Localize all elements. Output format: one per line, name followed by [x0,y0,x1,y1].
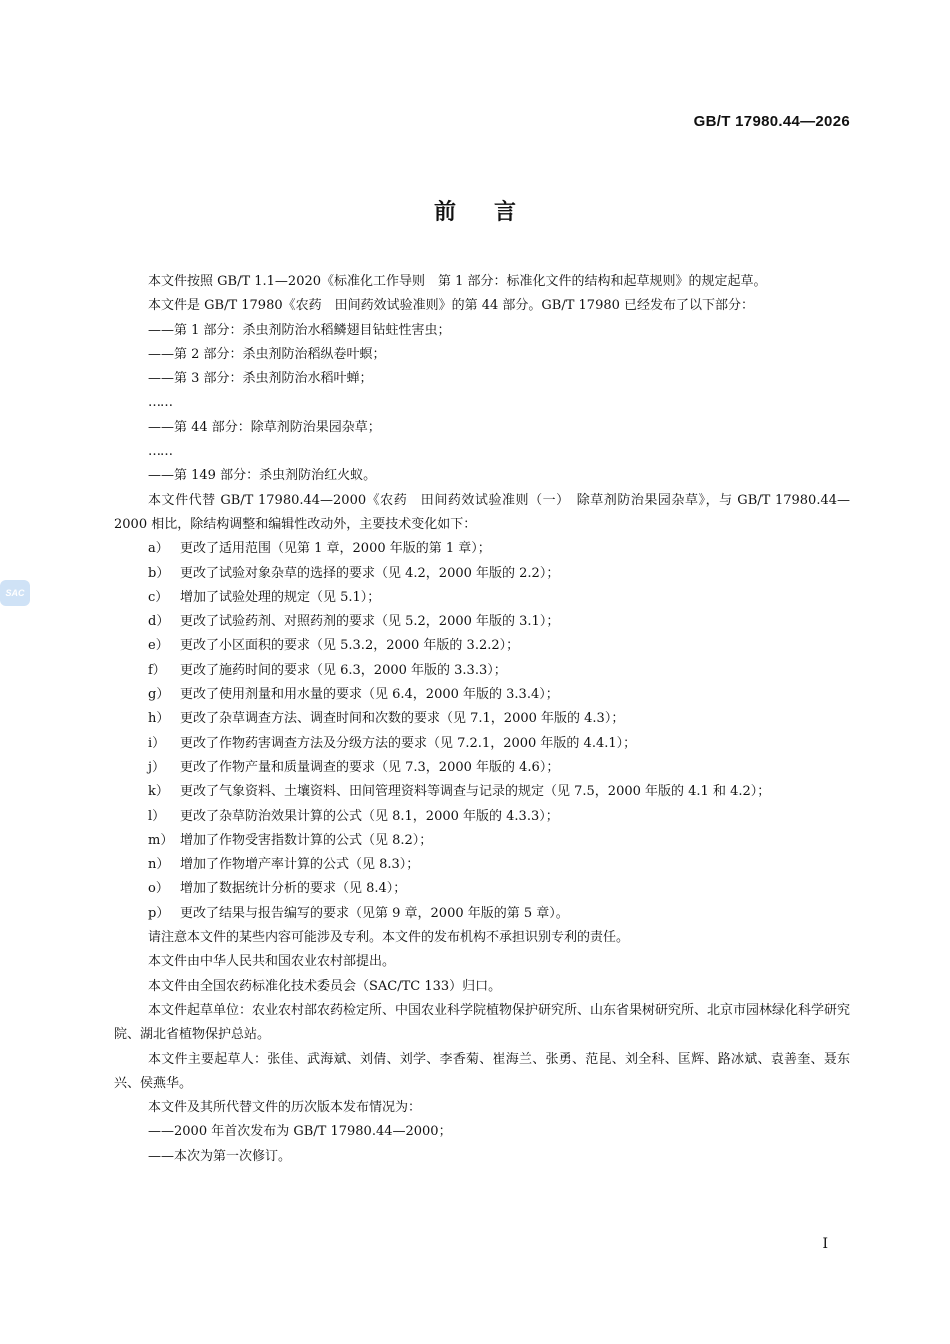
change-item [114,902,850,926]
managed-by: 本文件由全国农药标准化技术委员会（SAC/TC 133）归口。 [148,978,502,994]
change-text: 更改了气象资料、土壤资料、田间管理资料等调查与记录的规定（见 7.5，2000 年版的 4.1 和 4.2）； [180,784,771,800]
change-item [114,683,850,707]
standard-code: GB/T 17980.44—2026 [693,113,850,130]
change-marker: j） [148,759,166,775]
change-item [114,756,850,780]
change-marker: f） [148,662,166,678]
change-text: 更改了适用范围（见第 1 章，2000 年版的第 1 章）； [180,541,491,557]
change-item [114,586,850,610]
change-text: 更改了施药时间的要求（见 6.3，2000 年版的 3.3.3）； [180,662,507,678]
part-ellipsis-1: …… [148,395,172,411]
change-text: 更改了试验对象杂草的选择的要求（见 4.2，2000 年版的 2.2）； [180,565,560,581]
change-text: 增加了数据统计分析的要求（见 8.4）； [180,881,407,897]
change-item [114,659,850,683]
patent-notice: 请注意本文件的某些内容可能涉及专利。本文件的发布机构不承担识别专利的责任。 [148,930,630,946]
change-marker: o） [148,881,169,897]
change-text: 更改了结果与报告编写的要求（见第 9 章，2000 年版的第 5 章）。 [180,905,569,921]
intro-paragraph-2: 本文件是 GB/T 17980《农药 田间药效试验准则》的第 44 部分。GB/T 17980 已经发布了以下部分： [148,298,755,314]
change-item [114,707,850,731]
change-marker: c） [148,589,169,605]
change-text: 更改了试验药剂、对照药剂的要求（见 5.2，2000 年版的 3.1）； [180,614,560,630]
change-marker: a） [148,541,169,557]
change-item [114,853,850,877]
change-marker: k） [148,784,169,800]
change-text: 增加了作物增产率计算的公式（见 8.3）； [180,857,420,873]
change-item [114,634,850,658]
part-ellipsis-2: …… [148,444,172,460]
change-item [114,829,850,853]
change-marker: n） [148,857,170,873]
sac-watermark-logo: SAC [0,580,30,606]
page-number: I [822,1236,828,1252]
foreword-body [114,270,850,1169]
change-marker: p） [148,905,170,921]
part-item-44: ——第 44 部分：除草剂防治果园杂草； [148,419,381,435]
page-title: 前言 [433,200,554,225]
part-item-1: ——第 1 部分：杀虫剂防治水稻鳞翅目钻蛀性害虫； [148,322,451,338]
history-intro: 本文件及其所代替文件的历次版本发布情况为： [148,1100,422,1116]
change-marker: m） [148,832,174,848]
change-text: 更改了作物药害调查方法及分级方法的要求（见 7.2.1，2000 年版的 4.4.1）； [180,735,637,751]
change-item [114,537,850,561]
change-text: 更改了杂草调查方法、调查时间和次数的要求（见 7.1，2000 年版的 4.3）； [180,711,625,727]
change-item [114,610,850,634]
change-marker: b） [148,565,170,581]
drafting-units: 本文件起草单位：农业农村部农药检定所、中国农业科学院植物保护研究所、山东省果树研究所、北京市园林绿化科学研究院、湖北省植物保护总站。 [114,1002,851,1043]
part-item-3: ——第 3 部分：杀虫剂防治水稻叶蝉； [148,371,373,387]
intro-paragraph-1: 本文件按照 GB/T 1.1—2020《标准化工作导则 第 1 部分：标准化文件的结构和起草规则》的规定起草。 [148,274,767,289]
replacement-paragraph: 本文件代替 GB/T 17980.44—2000《农药 田间药效试验准则（一） 除草剂防治果园杂草》，与 GB/T 17980.44—2000 相比，除结构调整和编辑性改动外，主要技术变化如下： [114,492,850,532]
history-item-2: ——本次为第一次修订。 [148,1148,292,1164]
part-item-2: ——第 2 部分：杀虫剂防治稻纵卷叶螟； [148,346,386,362]
history-item-1: ——2000 年首次发布为 GB/T 17980.44—2000； [148,1124,452,1140]
change-item [114,780,850,804]
change-text: 更改了作物产量和质量调查的要求（见 7.3，2000 年版的 4.6）； [180,759,560,775]
main-drafters: 本文件主要起草人：张佳、武海斌、刘倩、刘学、李香菊、崔海兰、张勇、范昆、刘全科、匡辉、路冰斌、袁善奎、聂东兴、侯燕华。 [114,1051,850,1091]
change-item [114,877,850,901]
change-marker: e） [148,638,169,654]
proposed-by: 本文件由中华人民共和国农业农村部提出。 [148,954,396,970]
change-text: 增加了作物受害指数计算的公式（见 8.2）； [180,832,433,848]
change-text: 更改了杂草防治效果计算的公式（见 8.1，2000 年版的 4.3.3）； [180,808,559,824]
change-item [114,562,850,586]
change-marker: d） [148,614,170,630]
change-marker: h） [148,711,170,727]
change-text: 增加了试验处理的规定（见 5.1）； [180,589,381,605]
change-item [114,805,850,829]
change-text: 更改了小区面积的要求（见 5.3.2，2000 年版的 3.2.2）； [180,638,520,654]
change-item [114,732,850,756]
change-marker: l） [148,808,166,824]
part-item-149: ——第 149 部分：杀虫剂防治红火蚁。 [148,468,377,484]
change-text: 更改了使用剂量和用水量的要求（见 6.4，2000 年版的 3.3.4）； [180,687,559,703]
change-marker: i） [148,735,166,751]
change-marker: g） [148,687,170,703]
